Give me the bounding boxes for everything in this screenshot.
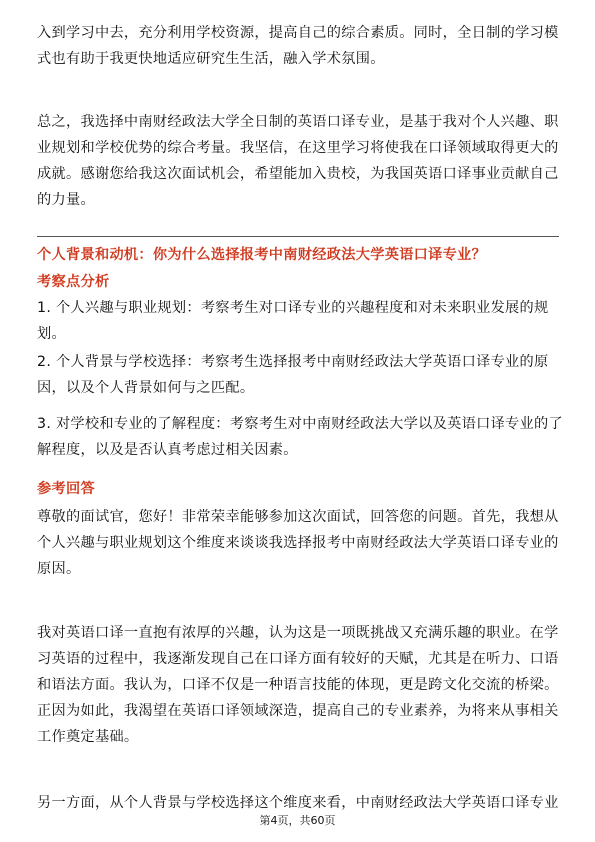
analysis-item-2 xyxy=(37,349,559,401)
paragraph-conclusion xyxy=(37,109,559,213)
text-line: 成就。感谢您给我这次面试机会，希望能加入贵校，为我国英语口译事业贡献自己 xyxy=(37,166,559,182)
text-line: 1. 个人兴趣与职业规划：考察考生对口译专业的兴趣程度和对未来职业发展的规 xyxy=(37,300,549,316)
text-line: 划。 xyxy=(37,326,66,342)
text-line: 总之，我选择中南财经政法大学全日制的英语口译专业，是基于我对个人兴趣、职 xyxy=(37,114,559,130)
text-line: 业规划和学校优势的综合考量。我坚信，在这里学习将使我在口译领域取得更大的 xyxy=(37,140,559,156)
answer-paragraph-3 xyxy=(37,790,559,816)
analysis-heading: 考察点分析 xyxy=(37,274,110,290)
text-line: 工作奠定基础。 xyxy=(37,729,139,745)
page-footer: 第4页，共60页 xyxy=(259,814,336,827)
answer-heading: 参考回答 xyxy=(37,481,95,497)
section-divider xyxy=(37,236,559,237)
text-line: 另一方面，从个人背景与学校选择这个维度来看，中南财经政法大学英语口译专业 xyxy=(37,795,559,811)
text-line: 解程度，以及是否认真考虑过相关因素。 xyxy=(37,442,298,458)
analysis-item-3 xyxy=(37,411,564,463)
paragraph-continued xyxy=(37,20,559,72)
text-line: 习英语的过程中，我逐渐发现自己在口译方面有较好的天赋，尤其是在听力、口语 xyxy=(37,651,559,667)
text-line: 2. 个人背景与学校选择：考察考生选择报考中南财经政法大学英语口译专业的原 xyxy=(37,354,549,370)
text-line: 我对英语口译一直抱有浓厚的兴趣，认为这是一项既挑战又充满乐趣的职业。在学 xyxy=(37,625,559,641)
text-line: 式也有助于我更快地适应研究生生活，融入学术氛围。 xyxy=(37,51,385,67)
text-line: 正因为如此，我渴望在英语口译领域深造，提高自己的专业素养，为将来从事相关 xyxy=(37,703,559,719)
analysis-item-1 xyxy=(37,295,559,347)
answer-paragraph-1 xyxy=(37,504,559,582)
text-line: 尊敬的面试官，您好！非常荣幸能够参加这次面试，回答您的问题。首先，我想从 xyxy=(37,509,559,525)
text-line: 的力量。 xyxy=(37,192,95,208)
text-line: 原因。 xyxy=(37,561,81,577)
text-line: 入到学习中去，充分利用学校资源，提高自己的综合素质。同时，全日制的学习模 xyxy=(37,25,559,41)
text-line: 个人兴趣与职业规划这个维度来谈谈我选择报考中南财经政法大学英语口译专业的 xyxy=(37,535,559,551)
text-line: 因，以及个人背景如何与之匹配。 xyxy=(37,380,255,396)
answer-paragraph-2 xyxy=(37,620,559,750)
text-line: 3. 对学校和专业的了解程度：考察考生对中南财经政法大学以及英语口译专业的了 xyxy=(37,416,564,432)
text-line: 和语法方面。我认为，口译不仅是一种语言技能的体现，更是跨文化交流的桥梁。 xyxy=(37,677,559,693)
question-title: 个人背景和动机：你为什么选择报考中南财经政法大学英语口译专业？ xyxy=(37,247,487,263)
